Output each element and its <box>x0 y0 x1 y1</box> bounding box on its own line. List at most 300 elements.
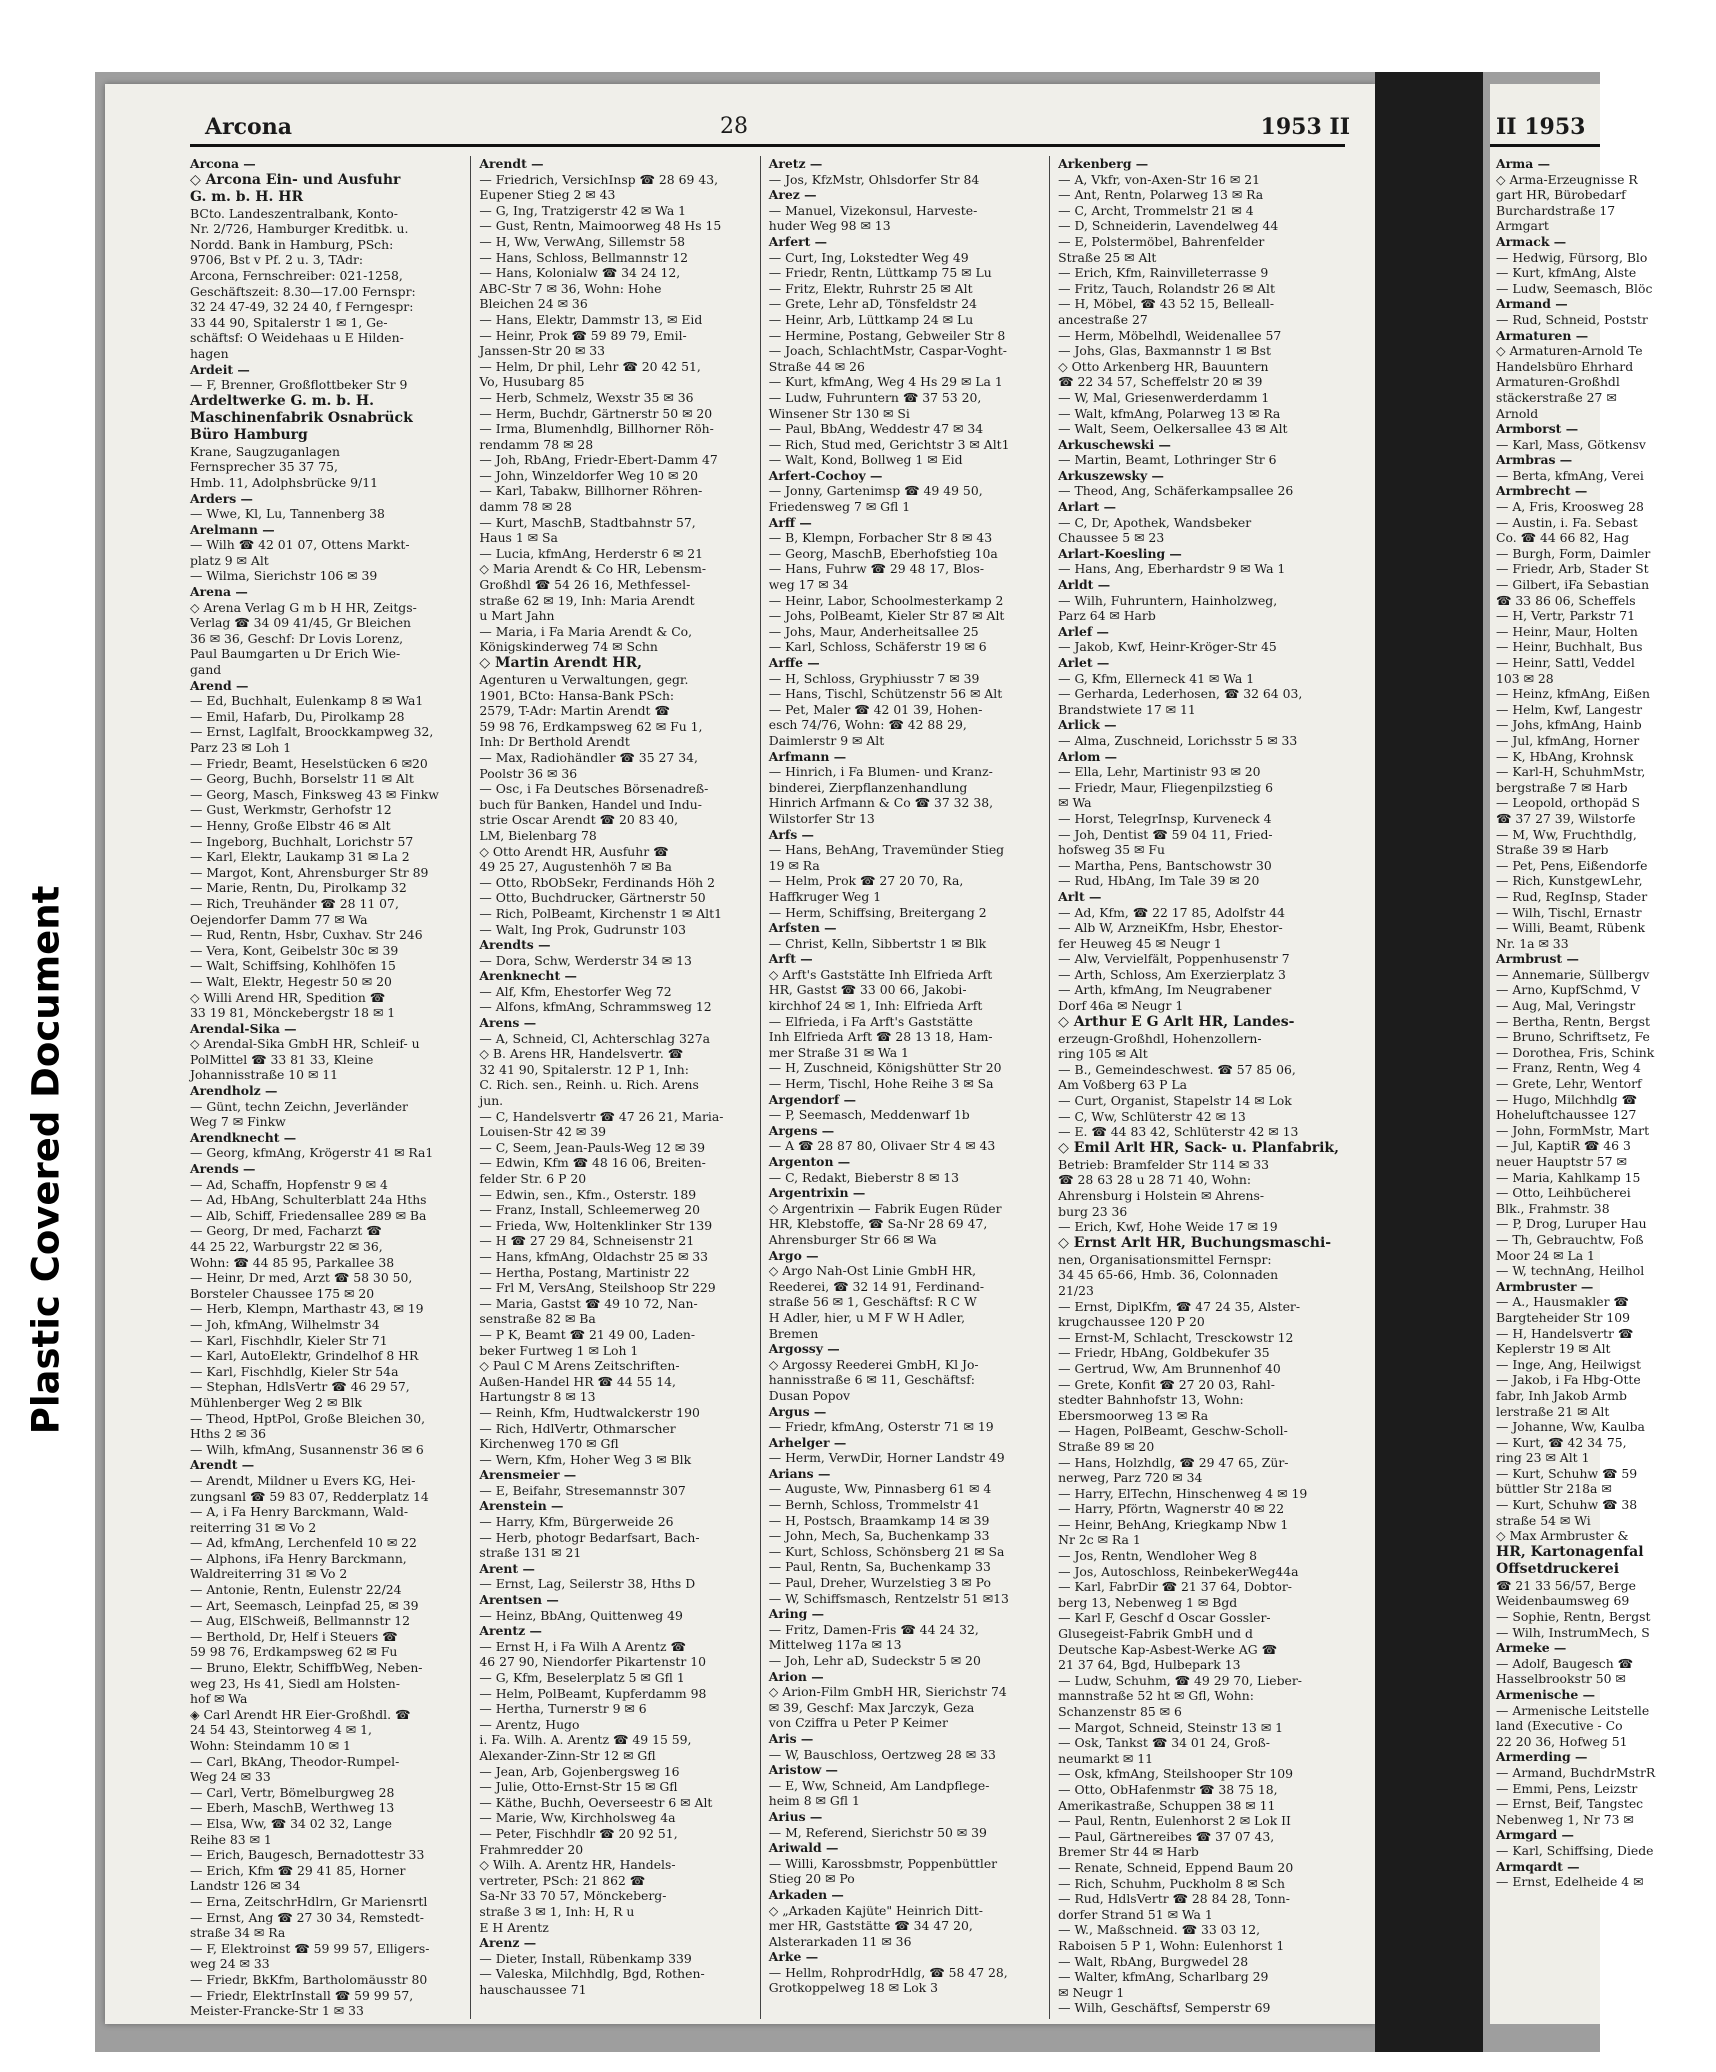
directory-entry-line: ◇ B. Arens HR, Handelsvertr. ☎ <box>479 1046 684 1062</box>
directory-entry-line: — Rich, HdlVertr, Othmarscher <box>479 1420 676 1436</box>
directory-entry-line: Inh Elfrieda Arft ☎ 28 13 18, Ham- <box>768 1029 993 1045</box>
directory-entry-line: — Karl, Fischhdlg, Kieler Str 54a <box>190 1363 399 1379</box>
directory-entry-line: Arlart — <box>1058 499 1116 515</box>
directory-entry-line: ◇ Maria Arendt & Co HR, Lebensm- <box>479 561 707 577</box>
directory-entry-line: Haffkruger Weg 1 <box>768 888 882 904</box>
directory-entry-line: Wohn: ☎ 44 85 95, Parkallee 38 <box>190 1254 395 1270</box>
directory-entry-line: — Th, Gebrauchtw, Foß <box>1496 1231 1644 1247</box>
directory-entry-line: huder Weg 98 ✉ 13 <box>768 218 891 234</box>
directory-entry-line: Aris — <box>768 1730 814 1746</box>
directory-entry-line: 21/23 <box>1058 1282 1094 1298</box>
directory-entry-line: ◇ „Arkaden Kajüte" Heinrich Ditt- <box>768 1902 983 1918</box>
directory-entry-line: — A, Fris, Kroosweg 28 <box>1496 499 1644 515</box>
directory-entry-line: Armbras — <box>1496 452 1573 468</box>
directory-entry-line: — Austin, i. Fa. Sebast <box>1496 514 1638 530</box>
directory-entry-line: Alsterarkaden 11 ✉ 36 <box>768 1933 912 1949</box>
directory-entry-line: Waldreiterring 31 ✉ Vo 2 <box>190 1566 348 1582</box>
directory-entry-line: — Paul, Rentn, Eulenhorst 2 ✉ Lok II <box>1058 1813 1291 1829</box>
directory-entry-line: — Wilh, kfmAng, Susannenstr 36 ✉ 6 <box>190 1441 424 1457</box>
directory-entry-line: Poolstr 36 ✉ 36 <box>479 765 578 781</box>
directory-entry-line: Parz 23 ✉ Loh 1 <box>190 740 292 755</box>
directory-entry-line: — A ☎ 28 87 80, Olivaer Str 4 ✉ 43 <box>768 1138 996 1154</box>
directory-entry-line: Aring — <box>768 1606 824 1622</box>
directory-entry-line: weg 23, Hs 41, Siedl am Holsten- <box>190 1675 400 1691</box>
directory-entry-line: — C, Archt, Trommelstr 21 ✉ 4 <box>1058 202 1254 218</box>
directory-entry-line: Arff — <box>768 514 812 530</box>
directory-entry-line: — W, Mal, Griesenwerderdamm 1 <box>1058 389 1270 405</box>
directory-entry-line: — Fritz, Damen-Fris ☎ 44 24 32, <box>768 1621 979 1637</box>
directory-entry-line: — H, Schloss, Gryphiusstr 7 ✉ 39 <box>768 670 980 686</box>
directory-entry-line: — Kurt, Schuhw ☎ 59 <box>1496 1465 1638 1481</box>
directory-entry-line: Armbrust — <box>1496 951 1579 967</box>
directory-entry-line: Weg 7 ✉ Finkw <box>190 1114 286 1130</box>
directory-entry-line: Winsener Str 130 ✉ Si <box>768 405 910 421</box>
directory-entry-line: Arkaden — <box>768 1886 844 1902</box>
directory-entry-line: straße 62 ✉ 19, Inh: Maria Arendt <box>479 592 695 608</box>
directory-entry-line: Arelmann — <box>190 521 275 537</box>
directory-entry-line: — Gust, Rentn, Maimoorweg 48 Hs 15 <box>479 218 722 234</box>
directory-entry-line: buch für Banken, Handel und Indu- <box>479 796 702 812</box>
directory-entry-line: Armaturen — <box>1496 327 1589 343</box>
directory-entry-line: Aretz — <box>768 156 823 171</box>
directory-entry-line: — Heinr, Arb, Lüttkamp 24 ✉ Lu <box>768 311 974 327</box>
directory-entry-line: — C, Redakt, Bieberstr 8 ✉ 13 <box>768 1169 960 1185</box>
directory-entry-line: — Karl, Elektr, Laukamp 31 ✉ La 2 <box>190 849 410 865</box>
directory-entry-line: — Harry, Kfm, Bürgerweide 26 <box>479 1514 674 1530</box>
directory-entry-line: — Joach, SchlachtMstr, Caspar-Voght- <box>768 343 1007 359</box>
directory-entry-line: Argenton — <box>768 1154 851 1169</box>
directory-entry-line: ☎ 22 34 57, Scheffelstr 20 ✉ 39 <box>1058 374 1263 390</box>
directory-entry-line: Armaturen-Großhdl <box>1496 374 1620 390</box>
plastic-covered-label: Plastic Covered Document <box>24 885 68 1435</box>
directory-entry-line: Armbrecht — <box>1496 483 1588 499</box>
directory-entry-line: Maschinenfabrik Osnabrück <box>190 409 413 426</box>
directory-entry-line: — Peter, Fischhdlr ☎ 20 92 51, <box>479 1825 678 1841</box>
directory-entry-line: — Hans, Elektr, Dammstr 13, ✉ Eid <box>479 311 703 327</box>
directory-entry-line: Grotkoppelweg 18 ✉ Lok 3 <box>768 1980 939 1996</box>
directory-entry-line: Arius — <box>768 1808 823 1824</box>
directory-entry-line: — Kurt, kfmAng, Weg 4 Hs 29 ✉ La 1 <box>768 374 1003 390</box>
directory-entry-line: — Theod, Ang, Schäferkampsallee 26 <box>1058 483 1294 499</box>
directory-entry-line: ◇ Max Armbruster & <box>1496 1528 1629 1544</box>
directory-entry-line: — Jonny, Gartenimsp ☎ 49 49 50, <box>768 483 983 499</box>
directory-entry-line: — Rich, Stud med, Gerichtstr 3 ✉ Alt1 <box>768 436 1010 452</box>
directory-entry-line: Arcona — <box>190 156 256 171</box>
directory-entry-line: Arders — <box>190 490 253 506</box>
directory-entry-line: — Kurt, MaschB, Stadtbahnstr 57, <box>479 514 696 530</box>
directory-entry-line: G. m. b. H. HR <box>190 188 304 205</box>
directory-entry-line: Ahrensburger Str 66 ✉ Wa <box>768 1231 937 1247</box>
directory-entry-line: ◇ Martin Arendt HR, <box>479 655 642 671</box>
directory-entry-line: — Ernst, Ang ☎ 27 30 34, Remstedt- <box>190 1909 424 1925</box>
directory-entry-line: Arent — <box>479 1560 535 1576</box>
directory-entry-line: — Edwin, sen., Kfm., Osterstr. 189 <box>479 1186 697 1202</box>
directory-entry-line: — Friedr, Beamt, Heselstücken 6 ✉20 <box>190 755 428 771</box>
directory-column-2 <box>479 156 760 2019</box>
directory-entry-line: fer Heuweg 45 ✉ Neugr 1 <box>1058 935 1222 951</box>
directory-entry-line: Hoheluftchaussee 127 <box>1496 1107 1637 1123</box>
directory-entry-line: — Franz, Install, Schleemerweg 20 <box>479 1202 701 1218</box>
directory-entry-line: binderei, Zierpflanzenhandlung <box>768 779 968 795</box>
directory-entry-line: — Edwin, Kfm ☎ 48 16 06, Breiten- <box>479 1155 706 1171</box>
directory-entry-line: — Otto, Buchdrucker, Gärtnerstr 50 <box>479 890 706 906</box>
directory-entry-line: — Wern, Kfm, Hoher Weg 3 ✉ Blk <box>479 1451 692 1467</box>
directory-entry-line: — W., Maßschneid. ☎ 33 03 12, <box>1058 1922 1261 1938</box>
directory-entry-line: Straße 44 ✉ 26 <box>768 358 865 374</box>
directory-entry-line: — Joh, Dentist ☎ 59 04 11, Fried- <box>1058 826 1273 842</box>
directory-entry-line: — Hagen, PolBeamt, Geschw-Scholl- <box>1058 1423 1288 1439</box>
directory-entry-line: — Bruno, Elektr, SchiffbWeg, Neben- <box>190 1660 423 1676</box>
directory-column-3 <box>769 156 1050 2019</box>
directory-entry-line: ✉ 39, Geschf: Max Jarczyk, Geza <box>768 1699 975 1715</box>
directory-entry-line: 24 54 43, Steintorweg 4 ✉ 1, <box>190 1722 372 1738</box>
directory-entry-line: Arcona, Fernschreiber: 021-1258, <box>190 267 403 283</box>
directory-entry-line: hauschaussee 71 <box>479 1981 587 1997</box>
directory-entry-line: ◇ Arendal-Sika GmbH HR, Schleif- u <box>190 1036 420 1052</box>
directory-entry-line: Arentz — <box>479 1623 542 1639</box>
directory-entry-line: — Rich, PolBeamt, Kirchenstr 1 ✉ Alt1 <box>479 905 722 921</box>
directory-entry-line: Nr. 2/726, Hamburger Kreditbk. u. <box>190 221 409 237</box>
directory-entry-line: — Ludw, Fuhruntern ☎ 37 53 20, <box>768 389 982 405</box>
directory-entry-line: — Herm, VerwDir, Horner Landstr 49 <box>768 1450 1005 1466</box>
directory-entry-line: — Heinz, BbAng, Quittenweg 49 <box>479 1607 683 1623</box>
directory-entry-line: 32 24 47-49, 32 24 40, f Ferngespr: <box>190 299 414 315</box>
directory-entry-line: Brandstwiete 17 ✉ 11 <box>1058 701 1196 717</box>
directory-entry-line: 33 19 81, Mönckebergstr 18 ✉ 1 <box>190 1005 396 1021</box>
directory-entry-line: Dorf 46a ✉ Neugr 1 <box>1058 998 1184 1014</box>
directory-entry-line: ☎ 33 86 06, Scheffels <box>1496 592 1636 608</box>
directory-entry-line: 22 20 36, Hofweg 51 <box>1496 1733 1628 1749</box>
directory-entry-line: Glusegeist-Fabrik GmbH und d <box>1058 1626 1253 1642</box>
directory-entry-line: — Arentz, Hugo <box>479 1716 580 1732</box>
directory-entry-line: — Ludw, Seemasch, Blöc <box>1496 280 1653 296</box>
directory-entry-line: Blk., Frahmstr. 38 <box>1496 1200 1610 1216</box>
directory-entry-line: HR, Gastst ☎ 33 00 66, Jakobi- <box>768 982 967 998</box>
directory-entry-line: 46 27 90, Niendorfer Pikartenstr 10 <box>479 1654 707 1670</box>
directory-columns <box>190 156 1345 2019</box>
directory-entry-line: strie Oscar Arendt ☎ 20 83 40, <box>479 812 679 828</box>
directory-entry-line: kirchhof 24 ✉ 1, Inh: Elfrieda Arft <box>768 998 983 1014</box>
directory-entry-line: Geschäftszeit: 8.30—17.00 Fernspr: <box>190 283 416 299</box>
directory-entry-line: — P, Seemasch, Meddenwarf 1b <box>768 1107 970 1123</box>
directory-entry-line: hannisstraße 6 ✉ 11, Geschäftsf: <box>768 1372 975 1388</box>
directory-entry-line: — Arno, KupfSchmd, V <box>1496 982 1640 998</box>
directory-entry-line: — P, Drog, Luruper Hau <box>1496 1216 1647 1232</box>
directory-entry-line: — Jean, Arb, Gojenbergsweg 16 <box>479 1763 680 1779</box>
directory-entry-line: — Georg, Buchh, Borselstr 11 ✉ Alt <box>190 771 414 787</box>
directory-entry-line: — Walt, Ing Prok, Gudrunstr 103 <box>479 921 686 937</box>
directory-entry-line: — E. ☎ 44 83 42, Schlüterstr 42 ✉ 13 <box>1058 1124 1299 1140</box>
directory-entry-line: — Kurt, ☎ 42 34 75, <box>1496 1434 1627 1450</box>
directory-entry-line: Argendorf — <box>768 1091 856 1107</box>
directory-entry-line: Agenturen u Verwaltungen, gegr. <box>479 672 689 687</box>
directory-entry-line: Arena — <box>190 584 248 600</box>
directory-entry-line: — Osc, i Fa Deutsches Börsenadreß- <box>479 781 709 797</box>
directory-entry-line: nerweg, Parz 720 ✉ 34 <box>1058 1470 1203 1486</box>
directory-entry-line: mer Straße 31 ✉ Wa 1 <box>768 1044 909 1060</box>
directory-entry-line: — P K, Beamt ☎ 21 49 00, Laden- <box>479 1326 696 1342</box>
directory-entry-line: — Christ, Kelln, Sibbertstr 1 ✉ Blk <box>768 935 987 951</box>
directory-entry-line: — Erich, Baugesch, Bernadottestr 33 <box>190 1847 425 1863</box>
directory-entry-line: — C, Seem, Jean-Pauls-Weg 12 ✉ 39 <box>479 1139 705 1155</box>
directory-entry-line: — Elsa, Ww, ☎ 34 02 32, Lange <box>190 1815 392 1831</box>
directory-entry-line: Straße 25 ✉ Alt <box>1058 249 1157 265</box>
directory-entry-line: Bargteheider Str 109 <box>1496 1309 1631 1325</box>
directory-entry-line: Arensmeier — <box>479 1467 577 1483</box>
directory-entry-line: — Hugo, Milchhdlg ☎ <box>1496 1091 1638 1107</box>
directory-entry-line: — John, FormMstr, Mart <box>1496 1122 1650 1138</box>
directory-entry-line: — Jul, KaptiR ☎ 46 3 <box>1496 1138 1631 1154</box>
directory-entry-line: ◇ Wilh. A. Arentz HR, Handels- <box>479 1857 676 1873</box>
directory-entry-line: — Maria, Gastst ☎ 49 10 72, Nan- <box>479 1295 698 1311</box>
directory-entry-line: — Rud, Schneid, Poststr <box>1496 311 1648 327</box>
directory-entry-line: — Aug, Mal, Veringstr <box>1496 998 1636 1014</box>
directory-entry-line: — E, Ww, Schneid, Am Landpflege- <box>768 1777 990 1793</box>
directory-page-right <box>1490 84 1656 2024</box>
directory-entry-line: krugchaussee 120 P 20 <box>1058 1314 1205 1330</box>
directory-entry-line: Weidenbaumsweg 69 <box>1496 1593 1630 1609</box>
directory-entry-line: Argo — <box>768 1247 819 1263</box>
directory-entry-line: — Antonie, Rentn, Eulenstr 22/24 <box>190 1582 402 1598</box>
directory-entry-line: büttler Str 218a ✉ <box>1496 1481 1612 1497</box>
directory-entry-line: — Maria, Kahlkamp 15 <box>1496 1169 1641 1185</box>
directory-entry-line: Co. ☎ 44 66 82, Hag <box>1496 530 1630 546</box>
directory-entry-line: — G, Kfm, Beselerplatz 5 ✉ Gfl 1 <box>479 1670 685 1685</box>
directory-entry-line: Hinrich Arfmann & Co ☎ 37 32 38, <box>768 795 994 811</box>
directory-entry-line: nen, Organisationsmittel Fernspr: <box>1058 1251 1272 1267</box>
directory-entry-line: u Mart Jahn <box>479 608 555 624</box>
directory-entry-line: — Ad, HbAng, Schulterblatt 24a Hths <box>190 1192 427 1208</box>
directory-entry-line: HR, Kartonagenfal <box>1496 1543 1644 1560</box>
directory-entry-line: — A, Schneid, Cl, Achterschlag 327a <box>479 1030 710 1046</box>
directory-entry-line: — Berthold, Dr, Helf i Steuers ☎ <box>190 1628 398 1644</box>
directory-entry-line: ☎ 21 33 56/57, Berge <box>1496 1577 1636 1593</box>
directory-entry-line: — Joh, kfmAng, Wilhelmstr 34 <box>190 1316 380 1332</box>
directory-entry-line: ◇ Arion-Film GmbH HR, Sierichstr 74 <box>768 1684 1007 1700</box>
directory-entry-line: straße 56 ✉ 1, Geschäftsf: R C W <box>768 1294 977 1310</box>
directory-entry-line: Burchardstraße 17 <box>1496 202 1616 218</box>
directory-entry-line: — Friedr, BkKfm, Bartholomäusstr 80 <box>190 1971 428 1987</box>
directory-entry-line: — Otto, ObHafenmstr ☎ 38 75 18, <box>1058 1781 1278 1797</box>
directory-entry-line: — Rich, Treuhänder ☎ 28 11 07, <box>190 895 399 911</box>
directory-entry-line: — Kurt, Schloss, Schönsberg 21 ✉ Sa <box>768 1543 1005 1559</box>
running-head-left: Arcona <box>205 114 292 140</box>
directory-entry-line: Arlick — <box>1058 717 1117 733</box>
directory-entry-line: Arenstein — <box>479 1498 564 1514</box>
directory-entry-line: — Jakob, Kwf, Heinr-Kröger-Str 45 <box>1058 639 1277 655</box>
directory-entry-line: Arfsten — <box>768 920 837 936</box>
directory-entry-line: — W, Bauschloss, Oertzweg 28 ✉ 33 <box>768 1746 996 1762</box>
directory-entry-line: Arlef — <box>1058 623 1109 639</box>
directory-entry-line: — Bertha, Rentn, Bergst <box>1496 1013 1651 1029</box>
directory-entry-line: berg 13, Nebenweg 1 ✉ Bgd <box>1058 1594 1238 1610</box>
directory-entry-line: — Gust, Werkmstr, Gerhofstr 12 <box>190 802 392 818</box>
directory-entry-line: — Martin, Beamt, Lothringer Str 6 <box>1058 452 1277 468</box>
directory-entry-line: platz 9 ✉ Alt <box>190 552 269 568</box>
directory-entry-line: Frahmredder 20 <box>479 1841 584 1857</box>
directory-entry-line: — Alfons, kfmAng, Schrammsweg 12 <box>479 999 712 1015</box>
directory-entry-line: — Georg, kfmAng, Krögerstr 41 ✉ Ra1 <box>190 1145 434 1161</box>
directory-entry-line: — Elfrieda, i Fa Arft's Gaststätte <box>768 1013 973 1029</box>
directory-entry-line: — Rich, Schuhm, Puckholm 8 ✉ Sch <box>1058 1875 1285 1891</box>
directory-entry-line: Stieg 20 ✉ Po <box>768 1871 855 1887</box>
directory-entry-line: — Karl, Mass, Götkensv <box>1496 436 1646 452</box>
directory-entry-line: Amerikastraße, Schuppen 38 ✉ 11 <box>1058 1797 1276 1813</box>
directory-entry-line: — Carl, BkAng, Theodor-Rumpel- <box>190 1753 400 1769</box>
directory-entry-line: — Heinr, Labor, Schoolmesterkamp 2 <box>768 592 1004 608</box>
directory-entry-line: — Georg, MaschB, Eberhofstieg 10a <box>768 545 998 561</box>
directory-entry-line: — Pet, Maler ☎ 42 01 39, Hohen- <box>768 701 983 717</box>
directory-entry-line: — Johs, kfmAng, Hainb <box>1496 717 1642 733</box>
directory-entry-line: Arhelger — <box>768 1434 847 1450</box>
directory-entry-line: Armack — <box>1496 233 1567 249</box>
directory-entry-line: — Marie, Ww, Kirchholsweg 4a <box>479 1810 676 1826</box>
directory-entry-line: 21 37 64, Bgd, Hulbepark 13 <box>1058 1657 1241 1673</box>
directory-entry-line: Moor 24 ✉ La 1 <box>1496 1247 1595 1263</box>
directory-entry-line: E H Arentz <box>479 1919 549 1935</box>
directory-entry-line: — Rich, KunstgewLehr, <box>1496 873 1643 889</box>
directory-entry-line: Fernsprecher 35 37 75, <box>190 459 338 475</box>
directory-entry-line: ◇ Arthur E G Arlt HR, Landes- <box>1058 1013 1295 1030</box>
directory-page-left <box>105 84 1375 2024</box>
directory-entry-line: Arfs — <box>768 826 814 842</box>
directory-entry-line: vertreter, PSch: 21 862 ☎ <box>479 1872 646 1888</box>
directory-entry-line: — Herb, Klempn, Marthastr 43, ✉ 19 <box>190 1301 424 1317</box>
directory-entry-line: — Grete, Konfit ☎ 27 20 03, Rahl- <box>1058 1376 1275 1392</box>
directory-entry-line: Johannisstraße 10 ✉ 11 <box>190 1067 339 1083</box>
directory-entry-line: — Ad, Kfm, ☎ 22 17 85, Adolfstr 44 <box>1058 904 1285 920</box>
directory-entry-line: Hmb. 11, Adolphsbrücke 9/11 <box>190 474 378 490</box>
directory-entry-line: Sa-Nr 33 70 57, Mönckeberg- <box>479 1888 667 1904</box>
directory-entry-line: — Käthe, Buchh, Oeverseestr 6 ✉ Alt <box>479 1794 713 1810</box>
directory-entry-line: — Heinr, Sattl, Veddel <box>1496 655 1635 670</box>
directory-entry-line: — Rud, HdlsVertr ☎ 28 84 28, Tonn- <box>1058 1891 1290 1907</box>
directory-entry-line: Straße 39 ✉ Harb <box>1496 842 1609 858</box>
directory-entry-line: — Ernst, Beif, Tangstec <box>1496 1796 1644 1812</box>
directory-entry-line: — Max, Radiohändler ☎ 35 27 34, <box>479 749 698 765</box>
directory-entry-line: Aristow — <box>768 1762 838 1778</box>
directory-entry-line: Arlart-Koesling — <box>1058 545 1182 561</box>
directory-entry-line: Louisen-Str 42 ✉ 39 <box>479 1124 606 1140</box>
directory-entry-line: — Rud, Rentn, Hsbr, Cuxhav. Str 246 <box>190 927 423 943</box>
directory-entry-line: 2579, T-Adr: Martin Arendt ☎ <box>479 703 670 719</box>
directory-entry-line: beker Furtweg 1 ✉ Loh 1 <box>479 1342 639 1358</box>
directory-entry-line: Bremen <box>768 1325 819 1341</box>
directory-entry-line: Armgart <box>1496 218 1549 234</box>
directory-entry-line: ☎ 37 27 39, Wilstorfe <box>1496 810 1636 826</box>
directory-entry-line: — Rud, RegInsp, Stader <box>1496 888 1648 904</box>
directory-entry-line: — Erich, Kfm, Rainvilleterrasse 9 <box>1058 265 1269 281</box>
directory-entry-line: Weg 24 ✉ 33 <box>190 1769 271 1785</box>
directory-entry-line: lerstraße 21 ✉ Alt <box>1496 1403 1610 1419</box>
directory-entry-line: — Karl, Fischhdlr, Kieler Str 71 <box>190 1332 388 1348</box>
directory-entry-line: — Armand, BuchdrMstrR <box>1496 1764 1656 1780</box>
directory-entry-line: — Friedr, kfmAng, Osterstr 71 ✉ 19 <box>768 1419 994 1435</box>
directory-entry-line: ancestraße 27 <box>1058 311 1148 327</box>
directory-entry-line: rendamm 78 ✉ 28 <box>479 436 594 452</box>
directory-entry-line: — Dorothea, Fris, Schink <box>1496 1044 1655 1060</box>
directory-entry-line: Verlag ☎ 34 09 41/45, Gr Bleichen <box>190 615 412 631</box>
directory-entry-line: — Karl-H, SchuhmMstr, <box>1496 764 1646 780</box>
right-page-header: II 1953 <box>1496 114 1586 140</box>
directory-entry-line: Hartungstr 8 ✉ 13 <box>479 1389 596 1405</box>
directory-entry-line: — Paul, BbAng, Weddestr 47 ✉ 34 <box>768 421 984 437</box>
directory-entry-line: BCto. Landeszentralbank, Konto- <box>190 205 398 221</box>
directory-entry-line: Arffe — <box>768 655 820 670</box>
directory-entry-line: ◇ Arena Verlag G m b H HR, Zeitgs- <box>190 599 417 615</box>
directory-entry-line: von Cziffra u Peter P Keimer <box>768 1715 948 1731</box>
directory-entry-line: — Paul, Gärtnereibes ☎ 37 07 43, <box>1058 1828 1275 1844</box>
directory-entry-line: — Otto, RbObSekr, Ferdinands Höh 2 <box>479 874 715 890</box>
directory-entry-line: — Carl, Vertr, Bömelburgweg 28 <box>190 1784 395 1800</box>
directory-entry-line: Arnold <box>1496 405 1539 421</box>
directory-entry-line: — Alb W, ArzneiKfm, Hsbr, Ehestor- <box>1058 920 1283 936</box>
directory-entry-line: — Friedr, HbAng, Goldbekufer 35 <box>1058 1345 1270 1361</box>
directory-entry-line: — Willi, Beamt, Rübenk <box>1496 920 1646 936</box>
directory-entry-line: — Margot, Kont, Ahrensburger Str 89 <box>190 864 429 880</box>
directory-entry-line: — Bruno, Schriftsetz, Fe <box>1496 1029 1650 1045</box>
directory-entry-line: straße 34 ✉ Ra <box>190 1925 286 1941</box>
directory-entry-line: — Burgh, Form, Daimler <box>1496 545 1651 561</box>
directory-entry-line: — E, Polstermöbel, Bahrenfelder <box>1058 233 1265 249</box>
directory-entry-line: ☎ 28 63 28 u 28 71 40, Wohn: <box>1058 1172 1252 1188</box>
directory-entry-line: Argossy — <box>768 1341 840 1357</box>
directory-entry-line: — H, Postsch, Braamkamp 14 ✉ 39 <box>768 1512 990 1528</box>
directory-entry-line: — Berta, kfmAng, Verei <box>1496 467 1644 483</box>
directory-entry-line: — W, Schiffsmasch, Rentzelstr 51 ✉13 <box>768 1590 1009 1606</box>
directory-entry-line: Nordd. Bank in Hamburg, PSch: <box>190 236 394 252</box>
directory-entry-line: Arend — <box>190 677 249 693</box>
directory-entry-line: Arlet — <box>1058 655 1110 670</box>
directory-entry-line: Arendt — <box>190 1457 255 1473</box>
directory-entry-line: Arenz — <box>479 1935 537 1951</box>
directory-entry-line: — Osk, kfmAng, Steilshooper Str 109 <box>1058 1766 1294 1782</box>
directory-entry-line: — A., Hausmakler ☎ <box>1496 1294 1629 1310</box>
directory-entry-line: ◇ Argentrixin — Fabrik Eugen Rüder <box>768 1200 1002 1216</box>
directory-entry-line: Nr. 1a ✉ 33 <box>1496 935 1569 951</box>
directory-entry-line: Armborst — <box>1496 421 1579 437</box>
directory-entry-line: — Arth, kfmAng, Im Neugrabener <box>1058 982 1272 998</box>
directory-entry-line: Keplerstr 19 ✉ Alt <box>1496 1341 1611 1357</box>
directory-entry-line: gand <box>190 662 222 678</box>
directory-entry-line: 49 25 27, Augustenhöh 7 ✉ Ba <box>479 859 672 875</box>
directory-entry-line: Ahrensburg i Holstein ✉ Ahrens- <box>1058 1188 1265 1203</box>
directory-entry-line: Straße 89 ✉ 20 <box>1058 1438 1155 1454</box>
directory-entry-line: — John, Winzeldorfer Weg 10 ✉ 20 <box>479 467 699 483</box>
directory-entry-line: Nebenweg 1, Nr 73 ✉ <box>1496 1811 1634 1827</box>
directory-entry-line: — Lucia, kfmAng, Herderstr 6 ✉ 21 <box>479 545 704 561</box>
directory-entry-line: — Wilh, InstrumMech, S <box>1496 1624 1650 1640</box>
directory-entry-line: — Johs, PolBeamt, Kieler Str 87 ✉ Alt <box>768 608 1005 624</box>
directory-entry-line: Arlom — <box>1058 748 1118 764</box>
directory-entry-line: mannstraße 52 ht ✉ Gfl, Wohn: <box>1058 1688 1254 1704</box>
directory-entry-line: — Heinr, Dr med, Arzt ☎ 58 30 50, <box>190 1270 413 1286</box>
directory-entry-line: — Helm, Prok ☎ 27 20 70, Ra, <box>768 873 964 889</box>
directory-entry-line: — Manuel, Vizekonsul, Harveste- <box>768 202 978 218</box>
directory-entry-line: land (Executive - Co <box>1496 1718 1623 1734</box>
directory-entry-line: — Wilh ☎ 42 01 07, Ottens Markt- <box>190 537 410 553</box>
directory-entry-line: jun. <box>479 1093 504 1109</box>
directory-entry-line: — Jos, Rentn, Wendloher Weg 8 <box>1058 1548 1257 1564</box>
directory-entry-line: Armerding — <box>1496 1749 1588 1765</box>
directory-entry-line: i. Fa. Wilh. A. Arentz ☎ 49 15 59, <box>479 1732 692 1748</box>
directory-entry-line: Arkuschewski — <box>1058 436 1171 452</box>
directory-entry-line: — Johs, Glas, Baxmannstr 1 ✉ Bst <box>1058 343 1271 359</box>
directory-entry-line: — Helm, Kwf, Langestr <box>1496 701 1643 717</box>
directory-entry-line: — Alf, Kfm, Ehestorfer Weg 72 <box>479 983 672 999</box>
directory-entry-line: — Hans, Kolonialw ☎ 34 24 12, <box>479 265 681 281</box>
directory-entry-line: — A, i Fa Henry Barckmann, Wald- <box>190 1504 409 1520</box>
